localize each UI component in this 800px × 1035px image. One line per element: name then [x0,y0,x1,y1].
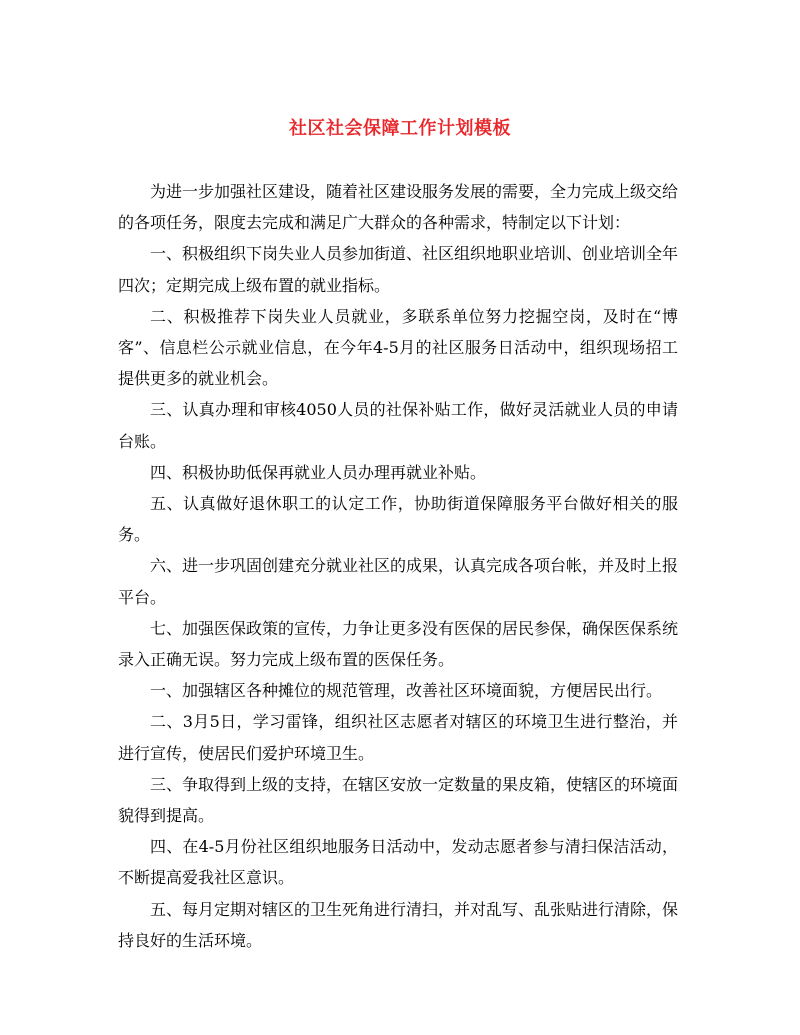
paragraph-employment-6: 六、进一步巩固创建充分就业社区的成果，认真完成各项台帐，并及时上报平台。 [118,556,679,607]
paragraph-employment-3: 三、认真办理和审核4050人员的社保补贴工作，做好灵活就业人员的申请台账。 [118,400,678,451]
paragraph-environment-5: 五、每月定期对辖区的卫生死角进行清扫，并对乱写、乱张贴进行清除，保持良好的生活环境。 [118,899,679,950]
paragraph-employment-4: 四、积极协助低保再就业人员办理再就业补贴。 [150,462,487,482]
paragraph-employment-1: 一、积极组织下岗失业人员参加街道、社区组织地职业培训、创业培训全年四次；定期完成上级布置的就业指标。 [118,244,679,295]
document-title: 社区社会保障工作计划模板 [289,118,511,139]
paragraph-intro: 为进一步加强社区建设，随着社区建设服务发展的需要，全力完成上级交给的各项任务，限度去完成和满足广大群众的各种需求，特制定以下计划： [118,182,679,233]
paragraph-environment-1: 一、加强辖区各种摊位的规范管理，改善社区环境面貌，方便居民出行。 [150,681,663,701]
paragraph-employment-5: 五、认真做好退休职工的认定工作，协助街道保障服务平台做好相关的服务。 [118,494,678,545]
paragraph-employment-2: 二、积极推荐下岗失业人员就业，多联系单位努力挖掘空岗，及时在“博客”、信息栏公示就业信息，在今年4-5月的社区服务日活动中，组织现场招工提供更多的就业机会。 [118,306,678,389]
paragraph-environment-3: 三、争取得到上级的支持，在辖区安放一定数量的果皮箱，使辖区的环境面貌得到提高。 [118,774,679,826]
document-body [118,176,678,956]
paragraph-employment-7: 七、加强医保政策的宣传，力争让更多没有医保的居民参保，确保医保系统录入正确无误。努力完成上级布置的医保任务。 [118,618,679,670]
paragraph-environment-2: 二、3月5日，学习雷锋，组织社区志愿者对辖区的环境卫生进行整治，并进行宣传，使居民们爱护环境卫生。 [118,712,678,763]
paragraph-environment-4: 四、在4-5月份社区组织地服务日活动中，发动志愿者参与清扫保洁活动，不断提高爱我社区意识。 [118,837,678,888]
